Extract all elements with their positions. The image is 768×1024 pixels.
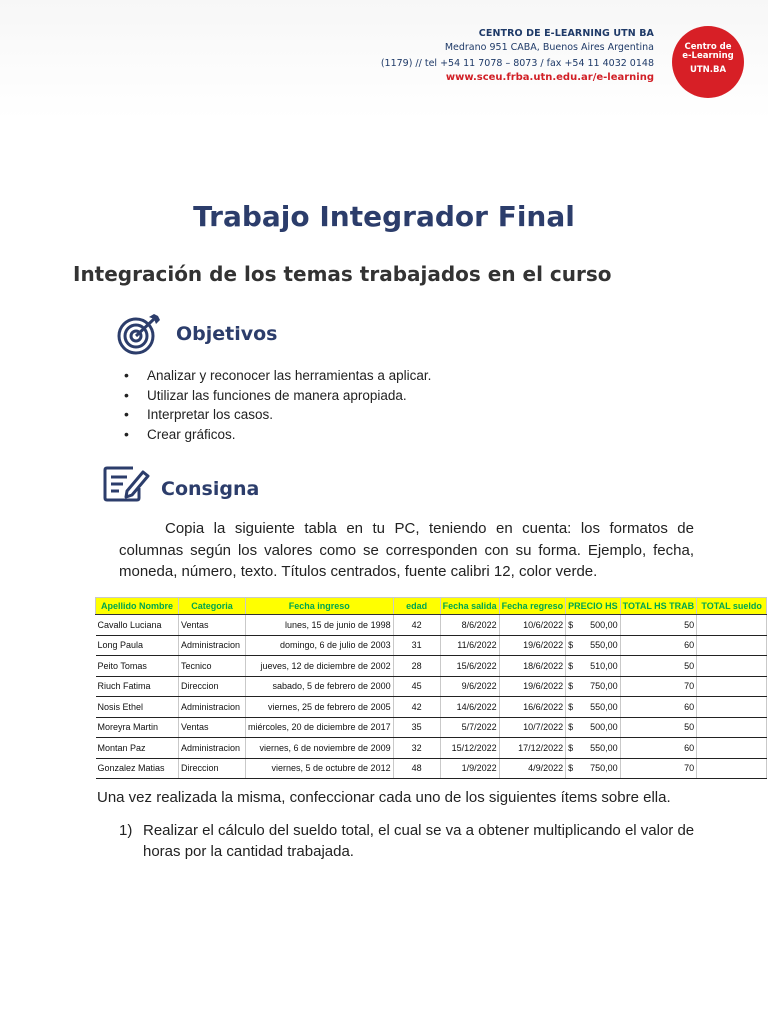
- table-row: [96, 697, 767, 718]
- header-url[interactable]: www.sceu.frba.utn.edu.ar/e-learning: [445, 72, 654, 83]
- page-title: Trabajo Integrador Final: [193, 200, 575, 233]
- cell-name: Peito Tomas: [96, 656, 179, 677]
- cell-hire-date: viernes, 25 de febrero de 2005: [246, 697, 394, 718]
- column-header: Fecha regreso: [499, 598, 566, 615]
- column-header: edad: [393, 598, 440, 615]
- currency-symbol: $: [568, 681, 574, 692]
- logo-line-2: e-Learning: [682, 51, 734, 61]
- cell-category: Direccion: [179, 758, 246, 779]
- cell-total-salary: [697, 697, 767, 718]
- cell-price: [566, 758, 621, 779]
- column-header: PRECIO HS: [566, 598, 621, 615]
- cell-exit-date: 5/7/2022: [440, 717, 499, 738]
- cell-hire-date: sabado, 5 de febrero de 2000: [246, 676, 394, 697]
- list-item: • Utilizar las funciones de manera apropiada.: [124, 386, 431, 406]
- column-header: TOTAL sueldo: [697, 598, 767, 615]
- cell-total-salary: [697, 717, 767, 738]
- cell-age: 48: [393, 758, 440, 779]
- cell-price: [566, 697, 621, 718]
- objetivos-list: [124, 366, 431, 444]
- column-header: Apellido Nombre: [96, 598, 179, 615]
- cell-hire-date: jueves, 12 de diciembre de 2002: [246, 656, 394, 677]
- cell-total-salary: [697, 676, 767, 697]
- cell-total-salary: [697, 738, 767, 759]
- price-value: 550,00: [590, 701, 618, 712]
- cell-age: 45: [393, 676, 440, 697]
- cell-total-hours: 70: [620, 758, 697, 779]
- price-value: 500,00: [590, 619, 618, 630]
- column-header: Fecha ingreso: [246, 598, 394, 615]
- table-row: [96, 738, 767, 759]
- cell-name: Riuch Fatima: [96, 676, 179, 697]
- objetivos-heading: Objetivos: [176, 323, 278, 345]
- cell-return-date: 16/6/2022: [499, 697, 566, 718]
- currency-symbol: $: [568, 640, 574, 651]
- page-subtitle: Integración de los temas trabajados en el curso: [73, 262, 612, 286]
- cell-return-date: 17/12/2022: [499, 738, 566, 759]
- cell-total-hours: 60: [620, 697, 697, 718]
- price-value: 510,00: [590, 660, 618, 671]
- cell-name: Nosis Ethel: [96, 697, 179, 718]
- price-value: 750,00: [590, 681, 618, 692]
- cell-total-hours: 50: [620, 717, 697, 738]
- after-table-text: Una vez realizada la misma, confeccionar cada uno de los siguientes ítems sobre ella.: [97, 789, 671, 806]
- cell-age: 31: [393, 635, 440, 656]
- price-value: 750,00: [590, 763, 618, 774]
- cell-return-date: 19/6/2022: [499, 635, 566, 656]
- cell-age: 42: [393, 697, 440, 718]
- table-row: [96, 635, 767, 656]
- cell-total-hours: 50: [620, 615, 697, 636]
- table-row: [96, 656, 767, 677]
- currency-symbol: $: [568, 660, 574, 671]
- price-value: 500,00: [590, 722, 618, 733]
- logo-line-1: Centro de: [684, 42, 732, 52]
- cell-return-date: 19/6/2022: [499, 676, 566, 697]
- table-row: [96, 676, 767, 697]
- cell-hire-date: domingo, 6 de julio de 2003: [246, 635, 394, 656]
- price-value: 550,00: [590, 742, 618, 753]
- header-org-title: CENTRO DE E-LEARNING UTN BA: [478, 28, 654, 39]
- logo-line-3: UTN.BA: [689, 65, 727, 75]
- edit-document-icon: [103, 464, 151, 504]
- cell-return-date: 10/6/2022: [499, 615, 566, 636]
- column-header: Fecha salida: [440, 598, 499, 615]
- cell-hire-date: viernes, 5 de octubre de 2012: [246, 758, 394, 779]
- currency-symbol: $: [568, 701, 574, 712]
- price-value: 550,00: [590, 640, 618, 651]
- cell-exit-date: 8/6/2022: [440, 615, 499, 636]
- cell-hire-date: miércoles, 20 de diciembre de 2017: [246, 717, 394, 738]
- cell-return-date: 18/6/2022: [499, 656, 566, 677]
- currency-symbol: $: [568, 722, 574, 733]
- cell-total-hours: 60: [620, 635, 697, 656]
- table-row: [96, 717, 767, 738]
- cell-exit-date: 15/6/2022: [440, 656, 499, 677]
- currency-symbol: $: [568, 763, 574, 774]
- cell-category: Administracion: [179, 635, 246, 656]
- target-icon: [116, 313, 162, 355]
- header-phone: (1179) // tel +54 11 7078 – 8073 / fax +54 11 4032 0148: [380, 58, 654, 69]
- cell-category: Ventas: [179, 717, 246, 738]
- cell-price: [566, 635, 621, 656]
- table-header-row: [96, 598, 767, 615]
- utn-logo: [672, 26, 744, 98]
- currency-symbol: $: [568, 619, 574, 630]
- cell-category: Tecnico: [179, 656, 246, 677]
- cell-total-hours: 70: [620, 676, 697, 697]
- list-item: • Interpretar los casos.: [124, 405, 431, 425]
- consigna-heading: Consigna: [161, 478, 260, 500]
- cell-name: Gonzalez Matias: [96, 758, 179, 779]
- cell-category: Direccion: [179, 676, 246, 697]
- header-contact-block: [381, 28, 654, 84]
- cell-exit-date: 15/12/2022: [440, 738, 499, 759]
- cell-category: Ventas: [179, 615, 246, 636]
- cell-total-hours: 50: [620, 656, 697, 677]
- consigna-paragraph: Copia la siguiente tabla en tu PC, teniendo en cuenta: los formatos de columnas según los valores como se corresponden con su forma. Ejemplo, fecha, moneda, número, texto. Títulos centrados, fuente calibri 12, color verde.: [119, 520, 694, 580]
- currency-symbol: $: [568, 742, 574, 753]
- cell-age: 42: [393, 615, 440, 636]
- cell-price: [566, 615, 621, 636]
- cell-name: Cavallo Luciana: [96, 615, 179, 636]
- cell-exit-date: 11/6/2022: [440, 635, 499, 656]
- table-row: [96, 758, 767, 779]
- list-item: • Crear gráficos.: [124, 425, 431, 445]
- cell-age: 28: [393, 656, 440, 677]
- header-address: Medrano 951 CABA, Buenos Aires Argentina: [444, 42, 654, 53]
- cell-category: Administracion: [179, 697, 246, 718]
- table-row: [96, 615, 767, 636]
- cell-name: Montan Paz: [96, 738, 179, 759]
- cell-total-salary: [697, 656, 767, 677]
- cell-hire-date: viernes, 6 de noviembre de 2009: [246, 738, 394, 759]
- cell-price: [566, 656, 621, 677]
- cell-total-salary: [697, 635, 767, 656]
- cell-age: 35: [393, 717, 440, 738]
- cell-total-salary: [697, 615, 767, 636]
- task-item-text: Realizar el cálculo del sueldo total, el cual se va a obtener multiplicando el valor de horas por la cantidad trabajada.: [143, 822, 695, 860]
- cell-return-date: 10/7/2022: [499, 717, 566, 738]
- cell-exit-date: 14/6/2022: [440, 697, 499, 718]
- cell-total-hours: 60: [620, 738, 697, 759]
- task-item-number: 1): [119, 822, 133, 839]
- cell-hire-date: lunes, 15 de junio de 1998: [246, 615, 394, 636]
- column-header: TOTAL HS TRAB: [620, 598, 697, 615]
- cell-price: [566, 717, 621, 738]
- employee-table: [95, 597, 767, 779]
- cell-price: [566, 676, 621, 697]
- cell-exit-date: 1/9/2022: [440, 758, 499, 779]
- cell-price: [566, 738, 621, 759]
- column-header: Categoria: [179, 598, 246, 615]
- cell-total-salary: [697, 758, 767, 779]
- cell-name: Moreyra Martin: [96, 717, 179, 738]
- cell-return-date: 4/9/2022: [499, 758, 566, 779]
- cell-exit-date: 9/6/2022: [440, 676, 499, 697]
- cell-age: 32: [393, 738, 440, 759]
- cell-category: Administracion: [179, 738, 246, 759]
- list-item: • Analizar y reconocer las herramientas a aplicar.: [124, 366, 431, 386]
- cell-name: Long Paula: [96, 635, 179, 656]
